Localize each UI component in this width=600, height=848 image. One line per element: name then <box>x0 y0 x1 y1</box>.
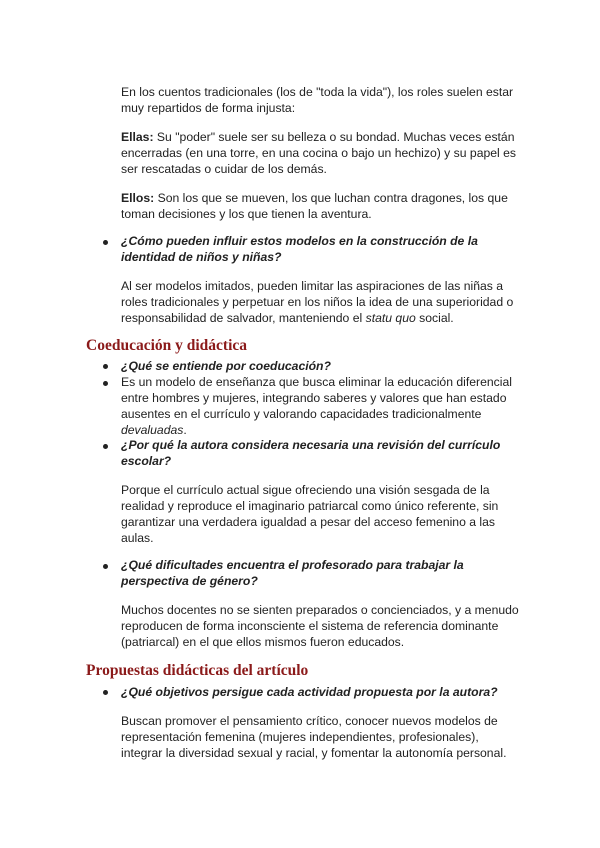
ellos-label: Ellos: <box>121 191 155 205</box>
answer-coeducacion-end: . <box>183 423 187 437</box>
answer-coeducacion <box>121 374 521 438</box>
ellas-text: Su "poder" suele ser su belleza o su bondad. Muchas veces están encerradas (en una torre, en una cocina o bajo un hechizo) y su papel es ser rescatadas o cuidar de los demás. <box>121 130 516 176</box>
bullet-icon <box>103 381 108 386</box>
question-curriculo: ¿Por qué la autora considera necesaria una revisión del currículo escolar? <box>121 438 501 468</box>
bullet-icon <box>103 364 108 369</box>
bullet-icon <box>103 564 108 569</box>
ellos-paragraph <box>121 190 521 222</box>
ellos-text: Son los que se mueven, los que luchan contra dragones, los que toman decisiones y los que tienen la aventura. <box>121 191 508 221</box>
section-heading-propuestas: Propuestas didácticas del artículo <box>86 662 309 679</box>
question-objetivos: ¿Qué objetivos persigue cada actividad propuesta por la autora? <box>121 685 498 699</box>
answer-curriculo: Porque el currículo actual sigue ofreciendo una visión sesgada de la realidad y reproduce el imaginario patriarcal como único referente, sin garantizar una verdadera igualdad a pesar del acceso femenino a las aulas. <box>121 483 499 545</box>
question-identidad: ¿Cómo pueden influir estos modelos en la construcción de la identidad de niños y niñas? <box>121 234 478 264</box>
answer-objetivos: Buscan promover el pensamiento crítico, conocer nuevos modelos de representación femenina (mujeres independientes, profesionales), integrar la diversidad sexual y racial, y fomentar la autonomía personal. <box>121 714 507 760</box>
bullet-icon <box>103 444 108 449</box>
bullet-icon <box>103 240 108 245</box>
answer-identidad-text: Al ser modelos imitados, pueden limitar las aspiraciones de las niñas a roles tradicionales y perpetuar en los niños la idea de una superioridad o responsabilidad de salvador, manteniendo el <box>121 279 514 325</box>
question-coeducacion: ¿Qué se entiende por coeducación? <box>121 359 331 373</box>
ellas-label: Ellas: <box>121 130 154 144</box>
answer-identidad-italic: statu quo <box>365 311 416 325</box>
ellas-paragraph <box>121 129 521 177</box>
answer-identidad-end: social. <box>415 311 454 325</box>
answer-profesorado: Muchos docentes no se sienten preparados o concienciados, y a menudo reproducen de forma inconsciente el sistema de referencia dominante (patriarcal) en el que ellos mismos fueron educados. <box>121 603 519 649</box>
answer-coeducacion-italic: devaluadas <box>121 423 184 437</box>
section-heading-coeducacion: Coeducación y didáctica <box>86 337 248 354</box>
bullet-icon <box>103 690 108 695</box>
answer-coeducacion-text: Es un modelo de enseñanza que busca eliminar la educación diferencial entre hombres y mujeres, integrando saberes y valores que han estado ausentes en el currículo y valorando capacidades tradicionalmente <box>121 375 512 421</box>
question-profesorado: ¿Qué dificultades encuentra el profesorado para trabajar la perspectiva de género? <box>121 558 464 588</box>
intro-paragraph: En los cuentos tradicionales (los de "toda la vida"), los roles suelen estar muy repartidos de forma injusta: <box>121 85 514 115</box>
answer-identidad <box>121 278 521 326</box>
